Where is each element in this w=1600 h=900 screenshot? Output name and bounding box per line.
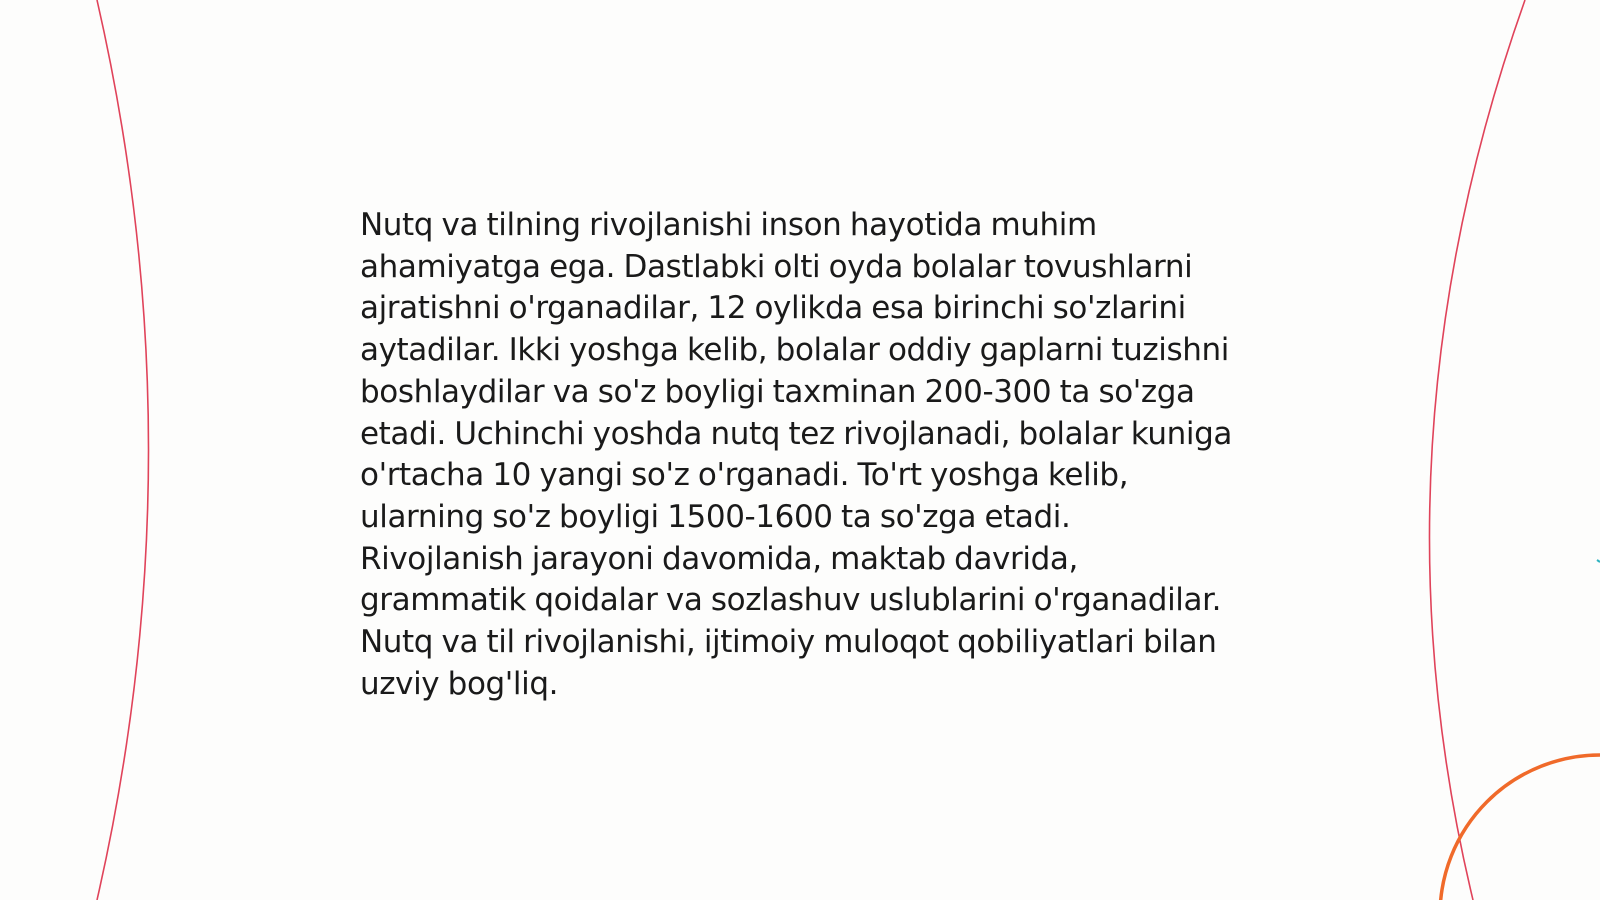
body-paragraph: Nutq va tilning rivojlanishi inson hayotida muhim ahamiyatga ega. Dastlabki olti oyda bolalar tovushlarni ajratishni o'rganadilar, 12 oylikda esa birinchi so'zlarini aytadilar. Ikki yoshga kelib, bolalar oddiy gaplarni tuzishni boshlaydilar va so'z boyligi taxminan 200-300 ta so'zga etadi. Uchinchi yoshda nutq tez rivojlanadi, bolalar kuniga o'rtacha 10 yangi so'z o'rganadi. To'rt yoshga kelib, ularning so'z boyligi 1500-1600 ta so'zga etadi. Rivojlanish jarayoni davomida, maktab davrida, grammatik qoidalar va sozlashuv uslublarini o'rganadilar. Nutq va til rivojlanishi, ijtimoiy muloqot qobiliyatlari bilan uzviy bog'liq. <box>360 207 1232 702</box>
right-arc <box>1429 0 1525 900</box>
left-arc <box>97 0 149 900</box>
orange-arc <box>1440 755 1600 900</box>
